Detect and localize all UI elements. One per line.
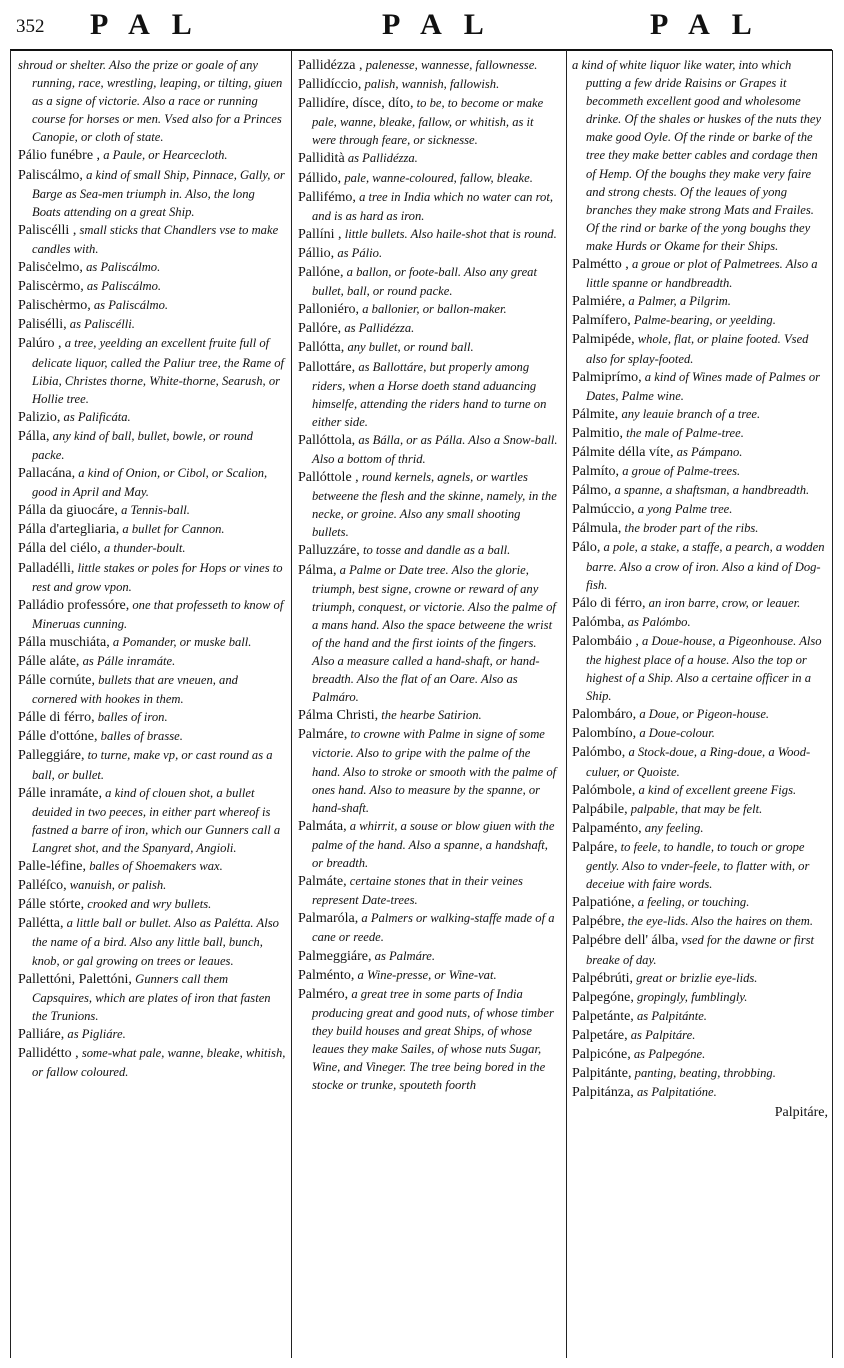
entry-headword: Paliscélli ,: [18, 222, 77, 238]
dictionary-entry: [572, 424, 828, 443]
entry-definition: some-what pale, wanne, bleake, whitish, or fallow coloured.: [32, 1045, 286, 1080]
entry-definition: pale, wanne-coloured, fallow, bleake.: [344, 170, 533, 185]
entry-definition: a kind of excellent greene Figs.: [638, 782, 797, 797]
entry-definition: crooked and wry bullets.: [87, 897, 212, 912]
entry-definition: palpable, that may be felt.: [630, 801, 763, 816]
entry-headword: Palpábile,: [572, 801, 628, 817]
dictionary-entry: [572, 405, 828, 424]
entry-headword: Pálmite délla víte,: [572, 444, 674, 460]
entry-definition: as Palpegóne.: [633, 1046, 706, 1061]
entry-headword: Pallóttole ,: [298, 470, 359, 486]
entry-headword: Palmeggiáre,: [298, 948, 372, 964]
dictionary-entry: [18, 895, 286, 914]
entry-headword: Palmáte,: [298, 874, 347, 890]
dictionary-entry: [572, 632, 828, 705]
dictionary-entry: [572, 519, 828, 538]
dictionary-entry: [18, 596, 286, 633]
entry-headword: Palischėrmo,: [18, 298, 91, 314]
entry-definition: to crowne with Palme in signe of some victorie. Also to gripe with the palme of the hand. Also to stroke or smooth with the palme of ones hand. Also to measure by the spanne, or hand-shaft.: [312, 727, 557, 815]
dictionary-entry: [572, 538, 828, 593]
dictionary-entry: [572, 500, 828, 519]
dictionary-entry: [572, 1026, 828, 1045]
entry-definition: a tree, yeelding an excellent fruite full of delicate liquor, called the Paliur tree, the Rame of Libia, Christes thorne, White-thorne, Searush, or Hollie tree.: [32, 336, 285, 406]
dictionary-entry: [572, 893, 828, 912]
catchword: Palpitáre,: [774, 1105, 828, 1121]
dictionary-entry: [572, 481, 828, 500]
dictionary-entry: [18, 146, 286, 165]
entry-headword: Pallacána,: [18, 466, 76, 482]
dictionary-entry: [298, 244, 560, 263]
entry-headword: Palluzzáre,: [298, 543, 360, 559]
dictionary-entry: [572, 56, 828, 255]
entry-definition: any leauie branch of a tree.: [621, 406, 761, 421]
entry-definition: as Pálle inramáte.: [82, 654, 176, 668]
entry-definition: whole, flat, or plaine footed. Vsed also for splay-footed.: [586, 332, 809, 366]
column-divider-2: [566, 50, 567, 1358]
entry-headword: Pallóne,: [298, 265, 344, 281]
dictionary-entry: [572, 1064, 828, 1083]
dictionary-entry: [572, 1083, 828, 1102]
entry-definition: as Pámpano.: [676, 444, 743, 459]
entry-headword: Palisċelmo,: [18, 260, 83, 276]
dictionary-entry: [298, 358, 560, 431]
entry-headword: Palúro ,: [18, 336, 62, 352]
entry-headword: Palpáre,: [572, 839, 618, 855]
dictionary-entry: [298, 985, 560, 1095]
entry-definition: balles of Shoemakers wax.: [89, 859, 223, 874]
dictionary-entry: [18, 427, 286, 464]
entry-headword: Palmitio,: [572, 425, 623, 441]
entry-headword: Pálle d'ottóne,: [18, 729, 98, 745]
entry-headword: Pallidíccio,: [298, 77, 362, 93]
dictionary-entry: [298, 149, 560, 168]
entry-headword: Palómbo,: [572, 745, 626, 761]
dictionary-entry: [298, 300, 560, 319]
running-headword-center: PAL: [382, 8, 506, 41]
entry-definition: any kind of ball, bullet, bowle, or round packe.: [32, 428, 253, 462]
dictionary-entry: [298, 94, 560, 149]
entry-definition: an iron barre, crow, or leauer.: [648, 595, 801, 610]
entry-definition: great or brizlie eye-lids.: [636, 970, 758, 985]
dictionary-entry: [298, 319, 560, 338]
entry-headword: Palládio professóre,: [18, 597, 130, 613]
entry-definition: round kernels, agnels, or wartles betweene the flesh and the skinne, namely, in the necke, or groine. Also any small shooting bullets.: [312, 470, 557, 540]
dictionary-entry: [18, 1025, 286, 1044]
dictionary-entry: [298, 56, 560, 75]
dictionary-entry: [572, 838, 828, 893]
entry-definition: little bullets. Also haile-shot that is round.: [344, 226, 557, 241]
entry-headword: Pallidétto ,: [18, 1045, 79, 1061]
entry-definition: one that professeth to know of Mineruas cunning.: [32, 597, 284, 631]
entry-headword: Pállio,: [298, 245, 335, 261]
entry-headword: Pallidità: [298, 151, 345, 167]
dictionary-entry: [572, 781, 828, 800]
dictionary-entry: [572, 743, 828, 780]
entry-headword: Pállido,: [298, 170, 342, 186]
dictionary-entry: [18, 1044, 286, 1081]
entry-headword: Palmétto ,: [572, 257, 629, 273]
dictionary-entry: [18, 727, 286, 746]
entry-definition: as Palómbo.: [627, 614, 691, 629]
dictionary-entry: [572, 988, 828, 1007]
dictionary-entry: [572, 255, 828, 292]
entry-definition: a great tree in some parts of India producing great and good nuts, of whose timber they build houses and great Ships, of whose leaues they make Sailes, of whose nuts Sugar, Wine, and Vineger. The tree being bored in the stocke or trunke, spouteth foorth: [312, 986, 554, 1093]
dictionary-entry: [18, 708, 286, 727]
dictionary-entry: [298, 468, 560, 541]
dictionary-entry: [298, 263, 560, 300]
header-rule: [10, 49, 832, 51]
entry-definition: balles of iron.: [97, 710, 168, 725]
entry-definition: as Pálio.: [337, 245, 383, 260]
dictionary-entry: [18, 784, 286, 857]
dictionary-entry: [18, 166, 286, 221]
entry-headword: Pallóre,: [298, 321, 342, 337]
entry-definition: the broder part of the ribs.: [624, 521, 759, 536]
dictionary-entry: [572, 969, 828, 988]
entry-definition: the hearbe Satirion.: [381, 708, 482, 723]
entry-headword: Pálmo,: [572, 483, 612, 499]
entry-definition: as Paliscélli.: [69, 317, 135, 332]
entry-headword: Palmiprímo,: [572, 369, 642, 385]
dictionary-entry: [18, 501, 286, 520]
dictionary-entry: [18, 258, 286, 277]
entry-definition: a Doue-colour.: [639, 726, 715, 741]
entry-headword: Pálo di férro,: [572, 595, 646, 611]
entry-headword: Palmíto,: [572, 464, 620, 480]
entry-definition: a bullet for Cannon.: [122, 522, 225, 537]
entry-headword: Pálla,: [18, 428, 50, 444]
page-header: [0, 6, 844, 46]
dictionary-entry: [572, 462, 828, 481]
entry-headword: Pálle stórte,: [18, 897, 85, 913]
dictionary-entry: [18, 221, 286, 258]
entry-definition: panting, beating, throbbing.: [634, 1066, 776, 1081]
entry-definition: palenesse, wannesse, fallownesse.: [365, 58, 538, 72]
entry-definition: to tosse and dandle as a ball.: [362, 543, 511, 558]
dictionary-entry: [298, 225, 560, 244]
dictionary-entry: [572, 819, 828, 838]
running-headword-right: PAL: [650, 8, 774, 41]
entry-definition: as Paliscálmo.: [93, 298, 169, 313]
entry-definition: a Tennis-ball.: [121, 503, 190, 518]
dictionary-entry: [18, 56, 286, 146]
dictionary-entry: [18, 876, 286, 895]
entry-definition: a kind of small Ship, Pinnace, Gally, or Barge as Sea-men triumph in. Also, the long Boats attending on a great Ship.: [32, 167, 285, 219]
dictionary-entry: [298, 338, 560, 357]
dictionary-entry: [18, 334, 286, 407]
entry-headword: Pallóttola,: [298, 432, 356, 448]
entry-headword: Pálmite,: [572, 406, 619, 422]
dictionary-entry: [298, 947, 560, 966]
dictionary-entry: [572, 368, 828, 405]
entry-definition: as Pallidézza.: [347, 151, 418, 166]
entry-definition: a feeling, or touching.: [637, 895, 750, 910]
entry-headword: Palómbole,: [572, 782, 636, 798]
entry-headword: Pálle inramáte,: [18, 785, 102, 801]
dictionary-entry: [298, 169, 560, 188]
entry-headword: Palisélli,: [18, 317, 67, 333]
entry-definition: as Pallidézza.: [344, 321, 415, 336]
entry-headword: Pálla da giuocáre,: [18, 503, 118, 519]
entry-headword: Palizio,: [18, 409, 61, 425]
entry-definition: a Palmers or walking-staffe made of a cane or reede.: [312, 911, 555, 945]
entry-headword: Pallidíre, dísce, díto,: [298, 96, 414, 112]
entry-definition: a Palme or Date tree. Also the glorie, triumph, best signe, crowne or reward of any triumph, conquest, or victorie. Also the palme of a mans hand. Also the space betweene the wrist of the hand and the first ioints of the fingers. Also a measure called a hand-shaft, or hand-breadth. Also the flat of an Oare. Also as Palmáro.: [312, 562, 556, 705]
dictionary-entry: [298, 966, 560, 985]
entry-headword: Pálma Christi,: [298, 708, 379, 724]
entry-headword: Palpitánte,: [572, 1066, 632, 1082]
entry-definition: little stakes or poles for Hops or vines to rest and grow vpon.: [32, 560, 283, 594]
dictionary-entry: [572, 330, 828, 367]
entry-definition: any bullet, or round ball.: [347, 340, 474, 355]
dictionary-entry: [572, 613, 828, 632]
entry-headword: Pálio funébre ,: [18, 148, 101, 164]
entry-headword: Palmáta,: [298, 818, 347, 834]
dictionary-entry: [18, 652, 286, 671]
entry-headword: Pálma,: [298, 562, 337, 578]
entry-definition: a Stock-doue, a Ring-doue, a Wood-culuer, or Quoiste.: [586, 745, 811, 779]
entry-headword: Palpetánte,: [572, 1008, 634, 1024]
entry-headword: Palmáre,: [298, 727, 348, 743]
entry-definition: a spanne, a shaftsman, a handbreadth.: [614, 483, 810, 498]
dictionary-entry: [18, 746, 286, 783]
column-3: [572, 56, 828, 1122]
dictionary-entry: [298, 909, 560, 946]
dictionary-entry: [572, 292, 828, 311]
entry-headword: Palmífero,: [572, 313, 631, 329]
entry-definition: a kind of clouen shot, a bullet deuided in two peeces, in either part whereof is fastned a barre of iron, which our Gunners call a Langret shot, and the Spanyard, Angioli.: [32, 785, 281, 855]
entry-headword: Palpébrúti,: [572, 970, 634, 986]
entry-definition: a Doue-house, a Pigeonhouse. Also the highest place of a house. Also the top or highest of a Ship. Also a certaine officer in a Ship.: [586, 633, 822, 704]
dictionary-entry: [298, 541, 560, 560]
dictionary-entry: [572, 594, 828, 613]
dictionary-entry: [298, 431, 560, 468]
dictionary-entry: [18, 539, 286, 558]
entry-headword: Paliscėrmo,: [18, 279, 84, 295]
entry-headword: Palpegóne,: [572, 989, 634, 1005]
entry-definition: a groue or plot of Palmetrees. Also a little spanne or handbreadth.: [586, 257, 818, 291]
dictionary-entry: [572, 912, 828, 931]
entry-definition: to turne, make vp, or cast round as a ball, or bullet.: [32, 748, 273, 782]
entry-definition: as Palmáre.: [374, 948, 436, 963]
dictionary-entry: [18, 315, 286, 334]
entry-definition: balles of brasse.: [100, 729, 183, 744]
entry-definition: wanuish, or palish.: [69, 878, 167, 893]
entry-headword: Pallifémo,: [298, 189, 356, 205]
entry-definition: as Bálla, or as Pálla. Also a Snow-ball. Also a bottom of thrid.: [312, 432, 558, 466]
entry-definition: as Palpitánte.: [636, 1008, 707, 1023]
entry-definition: a little ball or bullet. Also as Palétta. Also the name of a bird. Also any little ball, bunch, knob, or gal growing on trees or leaues.: [32, 916, 279, 968]
column-2: [298, 56, 560, 1094]
entry-headword: Palpébre,: [572, 914, 625, 930]
entry-headword: Palpatióne,: [572, 895, 635, 911]
entry-headword: Paliscálmo,: [18, 167, 83, 183]
entry-definition: as Ballottáre, but properly among riders, when a Horse doeth stand aduancing himselfe, attending the riders hand to turne on either side.: [312, 359, 547, 429]
dictionary-entry: [298, 725, 560, 816]
entry-definition: the eye-lids. Also the haires on them.: [627, 914, 814, 929]
entry-definition: certaine stones that in their veines represent Date-trees.: [312, 874, 523, 908]
dictionary-entry: [18, 296, 286, 315]
entry-definition: as Palpitáre.: [630, 1027, 696, 1042]
dictionary-entry: [572, 443, 828, 462]
entry-definition: gropingly, fumblingly.: [636, 989, 748, 1004]
column-divider-1: [291, 50, 292, 1358]
dictionary-entry: [298, 75, 560, 94]
dictionary-entry: [18, 970, 286, 1025]
entry-headword: Palméro,: [298, 986, 349, 1002]
dictionary-entry: [572, 800, 828, 819]
entry-definition: a kind of Wines made of Palmes or Dates, Palme wine.: [586, 369, 821, 403]
entry-definition: a ballon, or foote-ball. Also any great bullet, ball, or round packe.: [312, 265, 537, 299]
entry-definition: a yong Palme tree.: [637, 502, 733, 517]
dictionary-entry: [18, 464, 286, 501]
entry-definition: to feele, to handle, to touch or grope gently. Also to vnder-feele, to flatter with, or deceiue with faire words.: [586, 839, 810, 892]
entry-definition: bullets that are vneuen, and cornered with hookes in them.: [32, 673, 238, 707]
dictionary-entry: [298, 188, 560, 225]
entry-headword: Palleggiáre,: [18, 748, 85, 764]
entry-headword: Palpaménto,: [572, 820, 642, 836]
entry-definition: as Pigliáre.: [67, 1026, 126, 1041]
entry-headword: Pallettóni, Palettóni,: [18, 971, 132, 987]
entry-headword: Palladélli,: [18, 560, 75, 576]
entry-definition: a kind of Onion, or Cibol, or Scalion, good in April and May.: [32, 466, 268, 500]
entry-definition: a pole, a stake, a staffe, a pearch, a wodden barre. Also a crow of iron. Also a kind of Dog-fish.: [586, 540, 825, 592]
dictionary-entry: [18, 559, 286, 596]
right-border-rule: [832, 50, 833, 1358]
dictionary-entry: [572, 1045, 828, 1064]
entry-definition: a kind of white liquor like water, into which putting a few dride Raisins or Grapes it becommeth excellent good and wholesome drinke. Of the shales or huskes of the nuts they make good Oyle. Of the rinde or barke of the tree they make better cables and cordage then of Hemp. Of the boughs they make very faire and strong chests. Of the leaues of yong branches they make strong Mats and Frailes. Of the rind or barke of the yong boughs they make Hurds or Okame for their Ships.: [572, 58, 822, 253]
dictionary-entry: [298, 817, 560, 872]
entry-definition: a ballonier, or ballon-maker.: [362, 302, 507, 317]
entry-headword: Pallétta,: [18, 916, 64, 932]
dictionary-entry: [298, 706, 560, 725]
entry-headword: Pálla d'artegliaria,: [18, 522, 120, 538]
entry-definition: a thunder-boult.: [103, 541, 186, 556]
entry-definition: a Paule, or Hearcecloth.: [103, 148, 228, 163]
entry-headword: Pálle aláte,: [18, 654, 80, 669]
dictionary-entry: [18, 671, 286, 708]
dictionary-entry: [572, 1007, 828, 1026]
page-number: 352: [16, 16, 45, 37]
entry-headword: Pallótta,: [298, 340, 345, 356]
entry-headword: Pálla muschiáta,: [18, 634, 110, 650]
running-headword-left: PAL: [90, 8, 214, 41]
entry-definition: small sticks that Chandlers vse to make candles with.: [32, 222, 279, 256]
entry-headword: Palmiére,: [572, 294, 626, 310]
entry-definition: a Palmer, a Pilgrim.: [628, 294, 731, 309]
entry-headword: Palmipéde,: [572, 332, 635, 348]
entry-definition: a groue of Palme-trees.: [622, 464, 741, 479]
entry-headword: Palpetáre,: [572, 1027, 628, 1043]
entry-headword: Pallottáre,: [298, 359, 356, 375]
dictionary-entry: [572, 931, 828, 968]
dictionary-entry: [18, 857, 286, 876]
entry-definition: a whirrit, a souse or blow giuen with the palme of the hand. Also a spanne, a handshaft, or breadth.: [312, 818, 555, 871]
dictionary-entry: [572, 705, 828, 724]
entry-headword: Palléſco,: [18, 878, 67, 894]
entry-headword: Palpicóne,: [572, 1046, 631, 1062]
entry-definition: Gunners call them Capsquires, which are plates of iron that fasten the Trunions.: [32, 971, 271, 1023]
entry-headword: Palmaróla,: [298, 911, 359, 927]
entry-definition: shroud or shelter. Also the prize or goale of any running, race, wrestling, leaping, or tilting, giuen as a signe of victorie. Also a race or running course for horses or men. Vsed also for a Princes Canopie, or cloth of state.: [18, 58, 283, 145]
entry-headword: Palliáre,: [18, 1026, 65, 1042]
entry-headword: Palménto,: [298, 967, 355, 983]
entry-definition: a tree in India which no water can rot, and is as hard as iron.: [312, 189, 553, 223]
entry-headword: Palombáro,: [572, 707, 637, 723]
dictionary-entry: [18, 408, 286, 427]
entry-headword: Palpitánza,: [572, 1085, 634, 1101]
dictionary-entry: [298, 872, 560, 909]
entry-definition: a Wine-presse, or Wine-vat.: [357, 967, 497, 982]
dictionary-entry: [18, 914, 286, 969]
entry-definition: as Palificáta.: [63, 409, 131, 424]
entry-headword: Palmúccio,: [572, 502, 635, 518]
entry-headword: Pálla del ciélo,: [18, 541, 101, 557]
entry-headword: Palloniéro,: [298, 302, 360, 318]
entry-definition: as Paliscálmo.: [86, 279, 162, 294]
entry-definition: the male of Palme-tree.: [626, 425, 744, 440]
entry-headword: Palle-léfine,: [18, 859, 87, 875]
dictionary-entry: [572, 724, 828, 743]
entry-headword: Palpébre dell' álba,: [572, 933, 679, 949]
dictionary-entry: [572, 311, 828, 330]
entry-definition: palish, wannish, fallowish.: [364, 77, 500, 92]
entry-definition: any feeling.: [644, 820, 704, 835]
dictionary-entry: [18, 520, 286, 539]
entry-definition: Palme-bearing, or yeelding.: [633, 313, 776, 328]
entry-headword: Palombíno,: [572, 726, 637, 742]
entry-headword: Pálle cornúte,: [18, 673, 95, 689]
entry-definition: a Pomander, or muske ball.: [112, 634, 252, 649]
entry-headword: Pálle di férro,: [18, 710, 95, 726]
entry-headword: Pallidézza ,: [298, 58, 363, 73]
entry-definition: to be, to become or make pale, wanne, bleake, fallow, or whitish, as it were through feare, or sicknesse.: [312, 96, 544, 148]
entry-definition: vsed for the dawne or first breake of day.: [586, 933, 815, 967]
entry-headword: Pálmula,: [572, 521, 622, 537]
left-border-rule: [10, 50, 11, 1358]
column-1: [18, 56, 286, 1081]
entry-headword: Pálo,: [572, 540, 601, 556]
entry-definition: as Paliscálmo.: [86, 260, 161, 275]
dictionary-entry: [18, 277, 286, 296]
entry-definition: a Doue, or Pigeon-house.: [639, 707, 770, 722]
dictionary-entry: [298, 561, 560, 707]
entry-headword: Palombáio ,: [572, 633, 639, 649]
dictionary-entry: [18, 633, 286, 652]
entry-headword: Pallíni ,: [298, 226, 342, 242]
entry-definition: as Palpitatióne.: [636, 1085, 717, 1100]
entry-headword: Palómba,: [572, 614, 625, 630]
